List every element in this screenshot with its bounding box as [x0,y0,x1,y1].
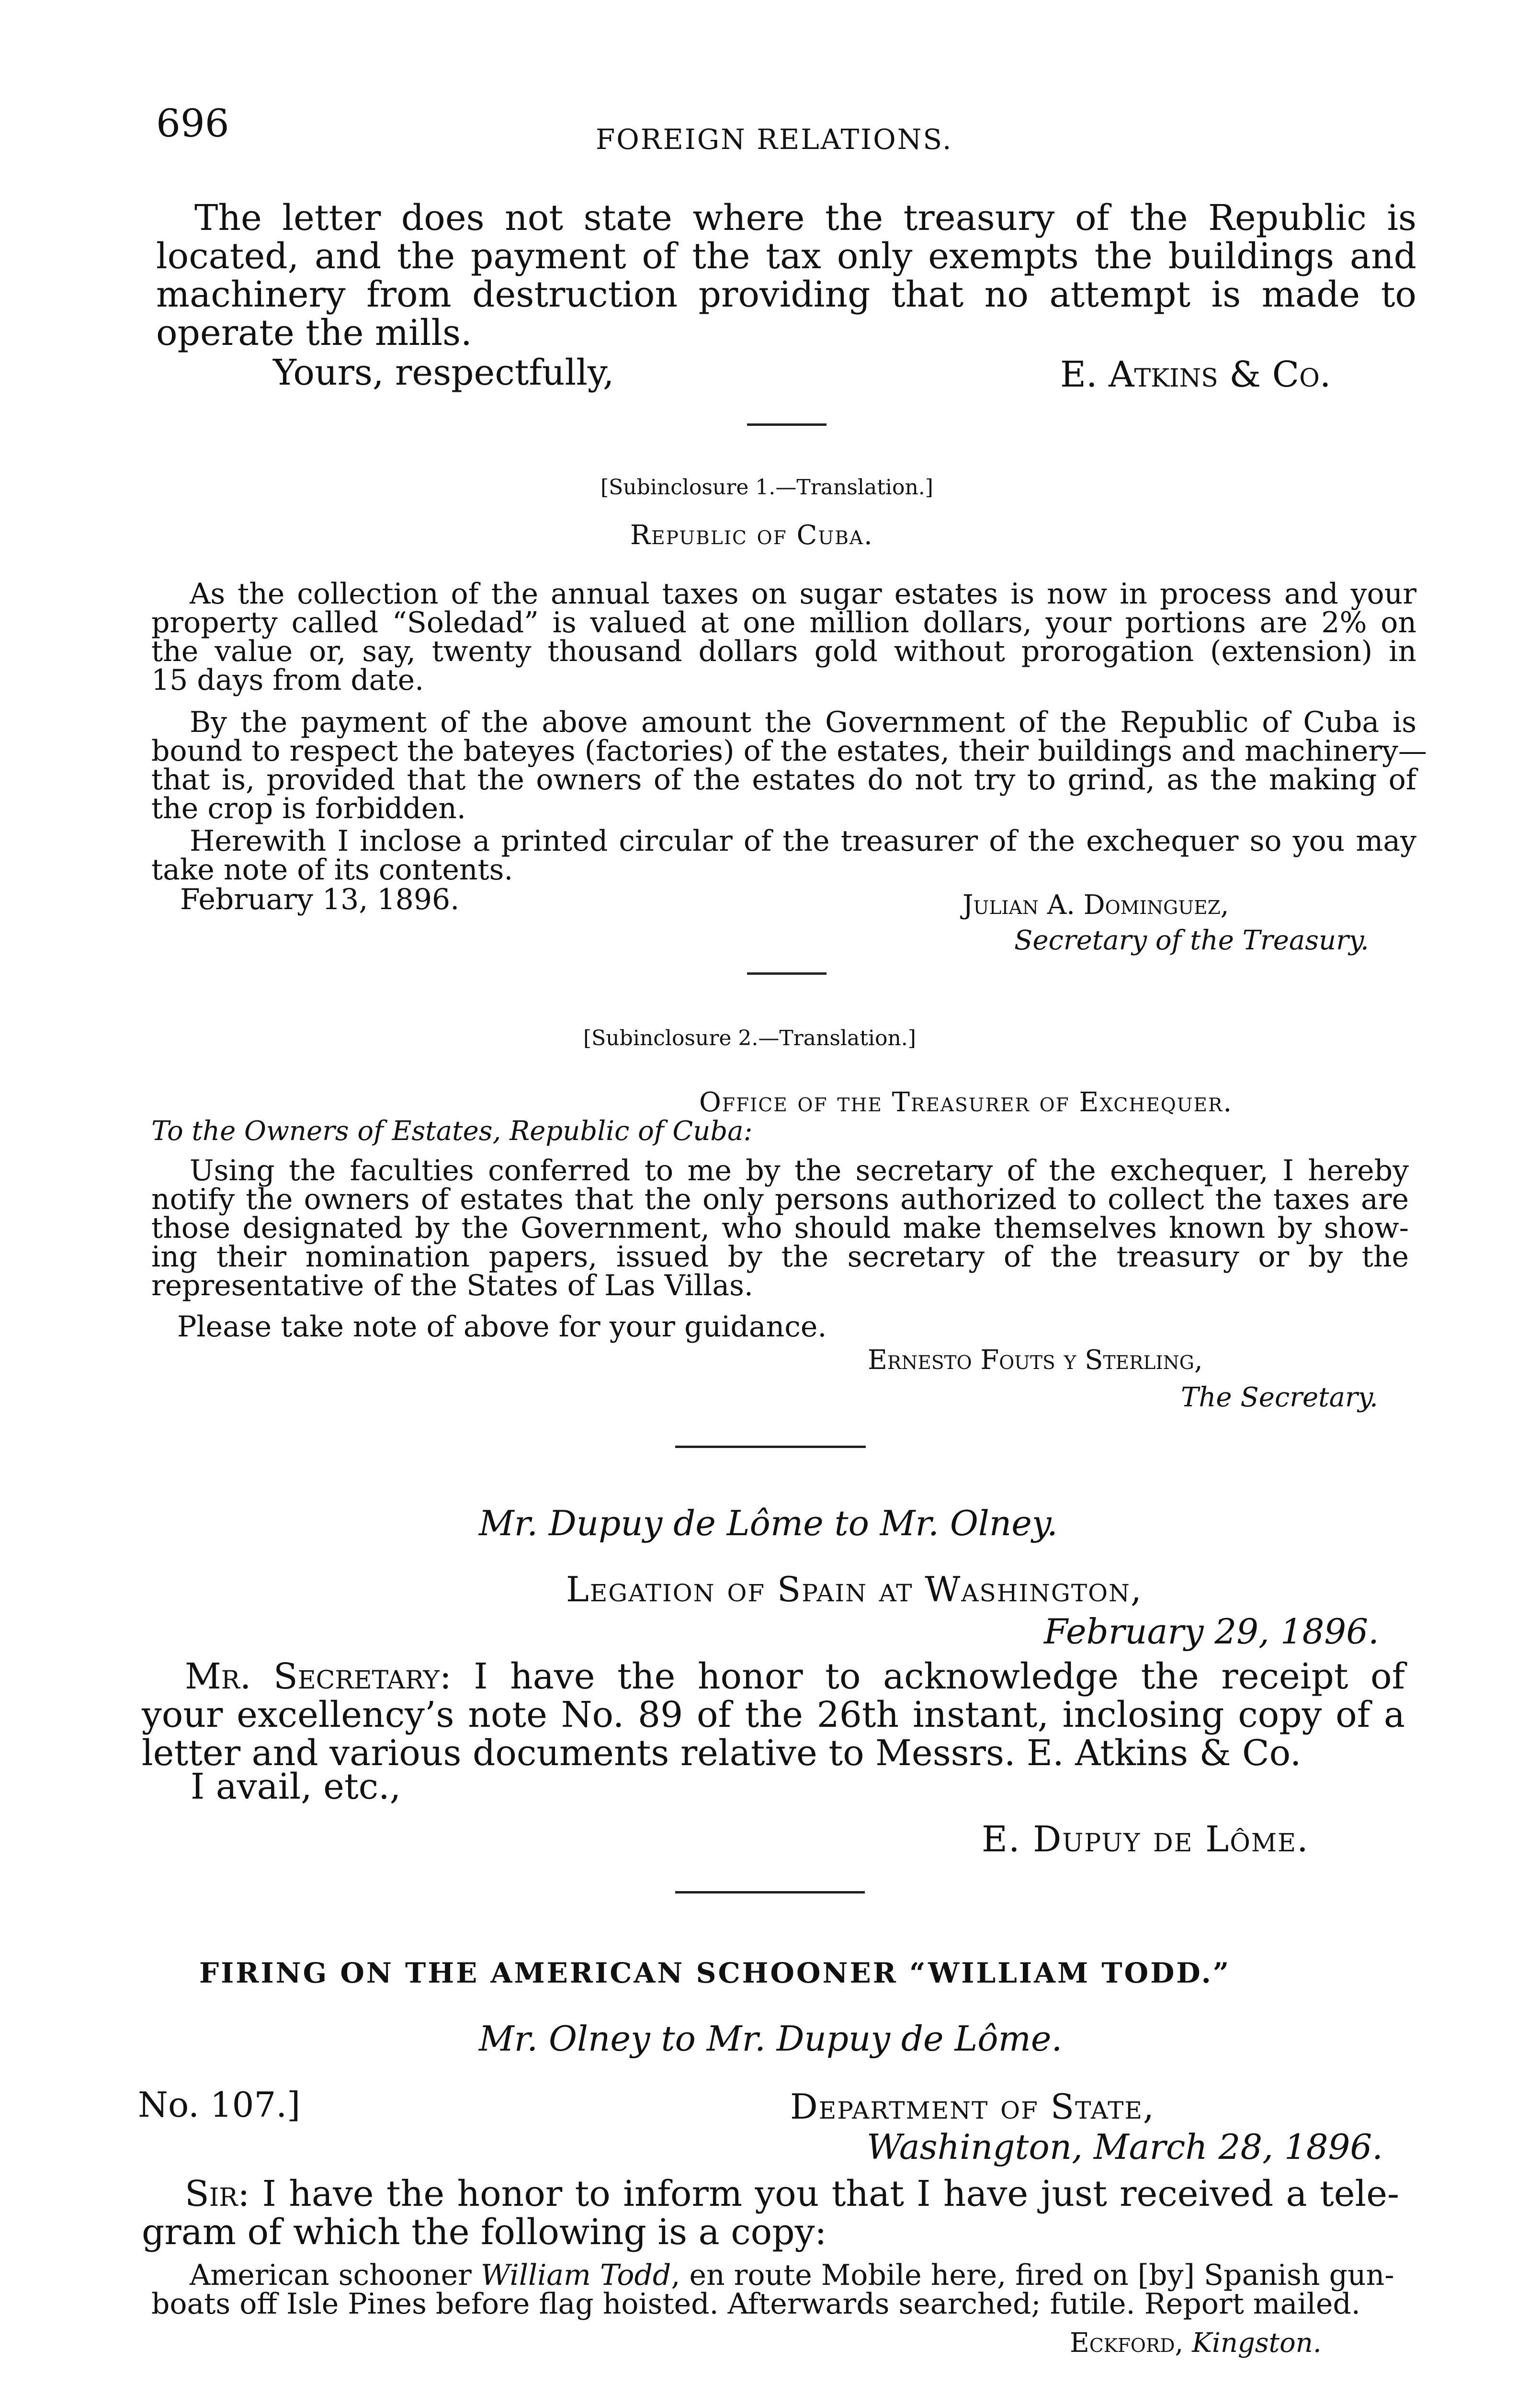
paragraph-line: representative of the States of Las Villas. [151,1269,753,1302]
letter-1-date: February 29, 1896. [1044,1611,1379,1652]
intro-paragraph [156,199,1416,352]
paragraph-line: Herewith I inclose a printed circular of the treasurer of the exchequer so you may [190,824,1416,858]
letter-1-signature: E. Dupuy de Lôme. [982,1819,1309,1860]
subinclosure-2-signer: Ernesto Fouts y Sterling, [868,1345,1203,1376]
subinclosure-2-office: Office of the Treasurer of Exchequer. [699,1087,1233,1118]
intro-line: located, and the payment of the tax only exempts the buildings and [156,236,1416,277]
paragraph-line: the value or, say, twenty thousand dollars gold without prorogation (extension) in [151,635,1416,668]
paragraph-line: the crop is forbidden. [151,792,466,825]
subinclosure-2-label: [Subinclosure 2.—Translation.] [583,1026,916,1050]
subinclosure-1-paragraph-1 [151,577,1416,697]
section-heading: Mr. Olney to Mr. Dupuy de Lôme. [479,2019,1063,2059]
subinclosure-1-paragraph-3 [151,824,1416,887]
section-first-line [142,2175,1399,2213]
section-date: Washington, March 28, 1896. [867,2127,1383,2167]
paragraph-line: your excellency’s note No. 89 of the 26th instant, inclosing copy of a [142,1694,1405,1735]
vessel-name: William Todd [480,2258,671,2292]
paragraph-line: Using the faculties conferred to me by the secretary of the exchequer, I hereby [190,1154,1409,1187]
subinclosure-1-date: February 13, 1896. [180,883,460,916]
subinclosure-2-addressee: To the Owners of Estates, Republic of Cuba: [151,1116,753,1147]
intro-line: The letter does not state where the treasury of the Republic is [194,197,1416,239]
section-place: Department of State, [790,2087,1155,2127]
paragraph-line: letter and various documents relative to Messrs. E. Atkins & Co. [142,1733,1302,1774]
subinclosure-1-signer-title: Secretary of the Treasury. [1014,925,1369,956]
letter-1-salutation: Mr. Secretary: [185,1656,452,1697]
section-salutation: Sir: [185,2173,250,2214]
subinclosure-1-paragraph-2 [151,706,1427,825]
section-title: FIRING ON THE AMERICAN SCHOONER “WILLIAM TODD.” [199,1957,1231,1989]
divider [675,1446,866,1448]
intro-line: operate the mills. [156,312,472,354]
letter-1-place: Legation of Spain at Washington, [566,1569,1143,1609]
paragraph-line: I have the honor to acknowledge the receipt of [451,1656,1405,1697]
divider [747,423,827,426]
letter-1-closing: I avail, etc., [191,1766,401,1807]
paragraph-line: take note of its contents. [151,853,513,887]
subinclosure-1-label: [Subinclosure 1.—Translation.] [600,475,933,500]
section-number: No. 107.] [138,2085,301,2125]
subinclosure-2-signer-title: The Secretary. [1181,1382,1378,1413]
intro-closing: Yours, respectfully, [273,352,614,393]
paragraph-line: By the payment of the above amount the Government of the Republic of Cuba is [190,706,1416,739]
divider [675,1891,865,1893]
subinclosure-1-signer: Julian A. Dominguez, [962,890,1229,921]
paragraph-line: gram of which the following is a copy: [142,2212,827,2253]
telegram-place: Kingston. [1192,2327,1322,2359]
section-body [142,2175,1399,2251]
paragraph-line: ing their nomination papers, issued by the secretary of the treasury or by the [151,1240,1409,1274]
telegram-signature [1070,2327,1322,2359]
letter-1-body [142,1657,1405,1772]
paragraph-line: those designated by the Government, who should make themselves known by show- [151,1211,1409,1245]
page-number: 696 [156,101,229,146]
telegram-line: American schooner William Todd, en route Mobile here, fired on [by] Spanish gun- [190,2258,1394,2292]
letter-1-heading: Mr. Dupuy de Lôme to Mr. Olney. [479,1503,1058,1543]
intro-signature: E. Atkins & Co. [1060,354,1331,395]
paragraph-line: 15 days from date. [151,663,424,697]
subinclosure-1-heading: Republic of Cuba. [630,520,873,551]
subinclosure-2-note: Please take note of above for your guidance. [177,1310,827,1344]
paragraph-line: notify the owners of estates that the only persons authorized to collect the taxes are [151,1183,1409,1216]
paragraph-line: As the collection of the annual taxes on sugar estates is now in process and your [190,577,1416,611]
telegram-signer: Eckford, [1070,2327,1184,2359]
paragraph-line: that is, provided that the owners of the estates do not try to grind, as the making of [151,763,1416,797]
letter-1-first-line [142,1657,1405,1696]
intro-line: machinery from destruction providing that no attempt is made to [156,274,1416,315]
paragraph-line: bound to respect the bateyes (factories) of the estates, their buildings and machinery— [151,734,1427,768]
divider [747,972,827,975]
paragraph-line: property called “Soledad” is valued at one million dollars, your portions are 2% on [151,606,1416,639]
running-title: FOREIGN RELATIONS. [596,123,953,156]
subinclosure-2-paragraph [151,1156,1409,1300]
paragraph-line: I have the honor to inform you that I have just received a tele- [249,2173,1399,2214]
telegram-line: boats off Isle Pines before flag hoisted. Afterwards searched; futile. Report mailed. [151,2287,1360,2321]
telegram [151,2258,1394,2321]
